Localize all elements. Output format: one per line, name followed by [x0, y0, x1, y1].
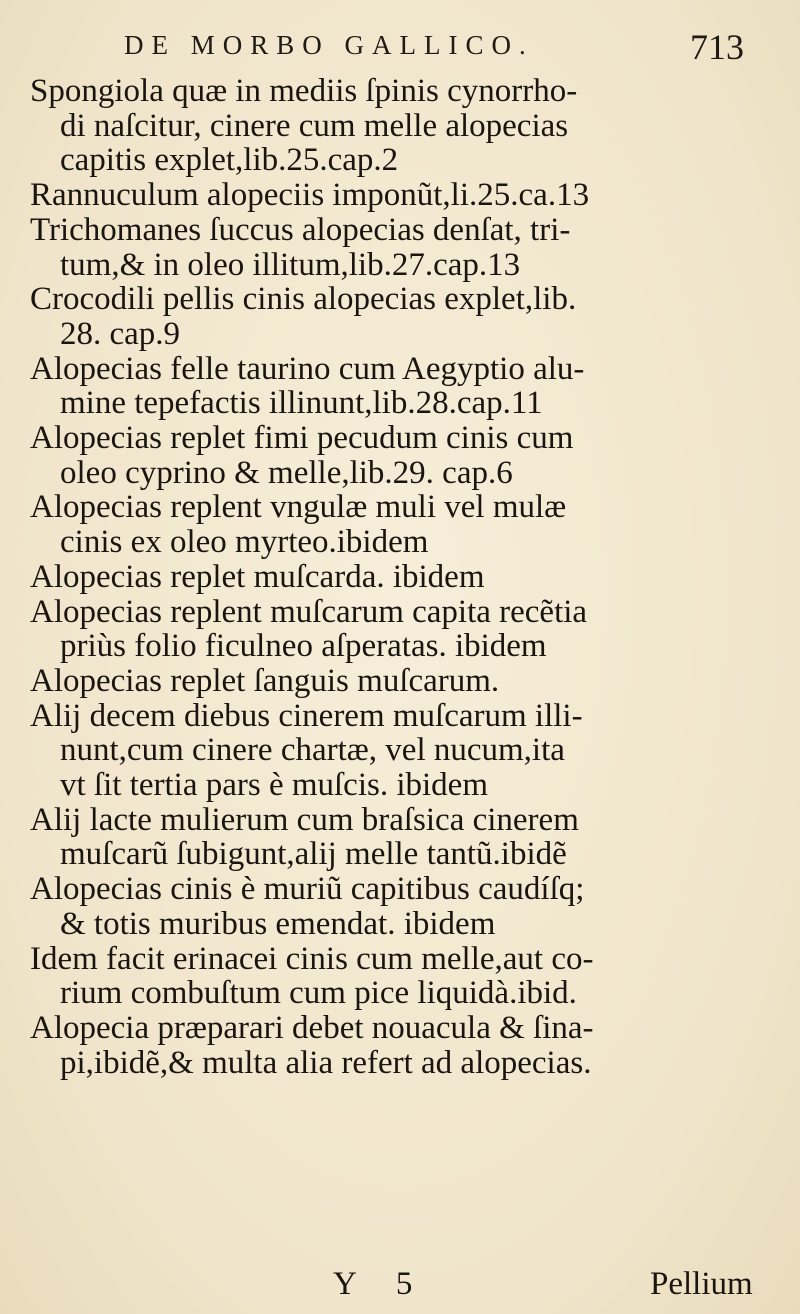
page-number: 713: [690, 27, 744, 67]
text-line: Spongiola quæ in mediis ſpinis cynorrho-: [30, 73, 578, 109]
text-line: Alij decem diebus cinerem muſcarum illi-: [30, 697, 583, 734]
text-line: capitis explet,lib.25.cap.2: [60, 142, 399, 179]
text-line: Alopecias felle taurino cum Aegyptio alu-: [30, 350, 585, 387]
text-line: & totis muribus emendat. ibidem: [60, 905, 496, 942]
text-line: Alij lacte mulierum cum braſsica cinerem: [30, 801, 579, 838]
text-line: Alopecias replet fimi pecudum cinis cum: [30, 420, 574, 456]
catchword: Pellium: [650, 1266, 753, 1302]
text-line: pi,ibidẽ,& multa alia refert ad alopecias.: [60, 1044, 592, 1081]
text-line: oleo cyprino & melle,lib.29. cap.6: [60, 454, 513, 491]
text-line: Alopecias replet ſanguis muſcarum.: [30, 662, 500, 699]
text-line: Crocodili pellis cinis alopecias explet,lib.: [30, 281, 577, 318]
text-line: vt ſit tertia pars è muſcis. ibidem: [60, 767, 488, 803]
text-line: Alopecia præparari debet nouacula & ſina-: [30, 1009, 594, 1046]
text-line: Alopecias replet muſcarda. ibidem: [30, 558, 485, 595]
text-line: nunt,cum cinere chartæ, vel nucum,ita: [60, 732, 565, 769]
text-line: mine tepefactis illinunt,lib.28.cap.11: [60, 385, 543, 422]
text-line: 28. cap.9: [60, 315, 181, 352]
text-line: muſcarũ ſubigunt,alij melle tantũ.ibidẽ: [60, 836, 567, 873]
text-line: priùs folio ficulneo aſperatas. ibidem: [60, 628, 547, 665]
text-line: Idem facit erinacei cinis cum melle,aut co-: [30, 940, 594, 977]
running-title: DE MORBO GALLICO.: [124, 30, 534, 60]
page-footer: [0, 1262, 800, 1302]
text-line: Alopecias cinis è muriũ capitibus caudíſq;: [30, 871, 585, 908]
text-line: Alopecias replent vngulæ muli vel mulæ: [30, 489, 567, 526]
text-line: cinis ex oleo myrteo.ibidem: [60, 524, 429, 561]
page-header: [0, 26, 800, 74]
text-line: Alopecias replent muſcarum capita recẽtia: [30, 593, 588, 630]
text-line: Trichomanes ſuccus alopecias denſat, tri-: [30, 211, 571, 248]
text-line: Rannuculum alopeciis imponũt,li.25.ca.13: [30, 177, 590, 214]
text-line: rium combuſtum cum pice liquidà.ibid.: [60, 975, 577, 1012]
text-line: tum,& in oleo illitum,lib.27.cap.13: [60, 246, 521, 283]
signature-mark: Y 5: [333, 1266, 429, 1302]
text-line: di naſcitur, cinere cum melle alopecias: [60, 107, 569, 144]
